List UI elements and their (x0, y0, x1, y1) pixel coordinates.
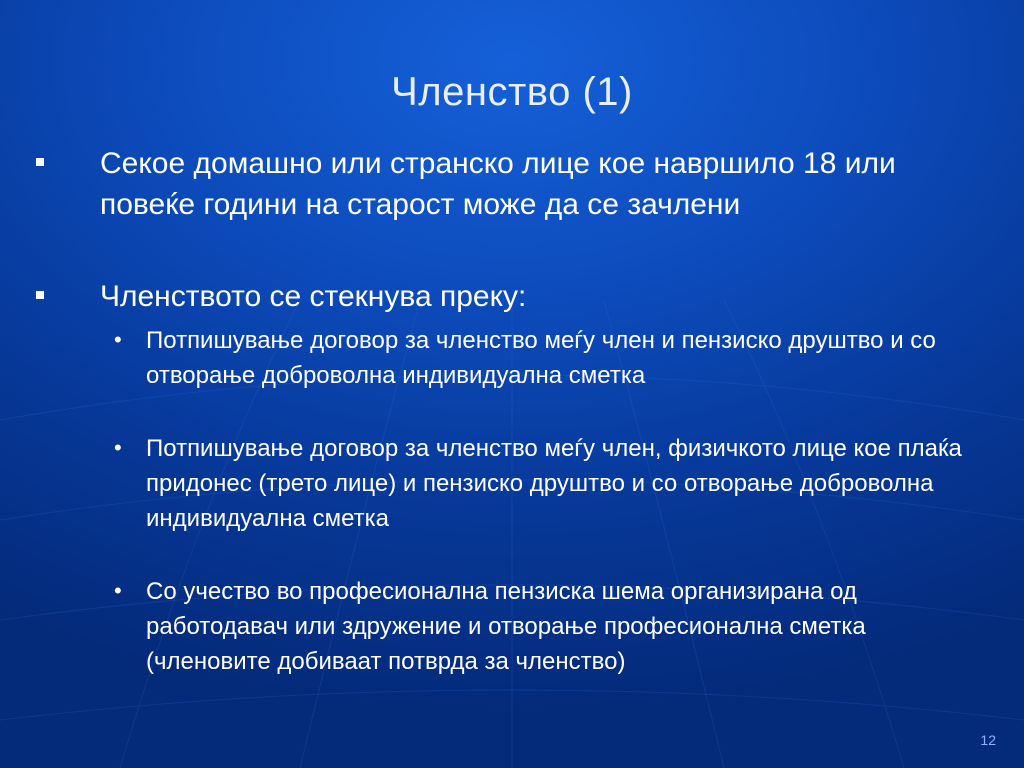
bullet-item (100, 143, 930, 225)
sub-bullet-item (114, 323, 976, 393)
square-bullet-icon (36, 291, 44, 299)
round-bullet-icon: • (114, 578, 122, 603)
sub-bullet-text: Потпишување договор за членство меѓу член, физичкото лице кое плаќа придонес (трето лице) и пензиско друштво и со отворање доброволна индивидуална сметка (146, 435, 962, 532)
page-number: 12 (980, 732, 996, 748)
slide-title: Членство (1) (391, 70, 633, 114)
bullet-item (100, 276, 930, 317)
sub-bullet-text: Со учество во професионална пензиска шема организирана од работодавач или здружение и отворање професионална сметка (членовите добиваат потврда за членство) (146, 578, 866, 675)
bullet-text: Секое домашно или странско лице кое навршило 18 или повеќе години на старост може да се зачлени (100, 147, 896, 221)
square-bullet-icon (36, 158, 44, 166)
round-bullet-icon: • (114, 435, 122, 460)
sub-bullet-item (114, 574, 976, 679)
sub-bullet-item (114, 431, 976, 536)
bullet-text: Членството се стекнува преку: (100, 280, 527, 313)
round-bullet-icon: • (114, 327, 122, 352)
sub-bullet-text: Потпишување договор за членство меѓу член и пензиско друштво и со отворање доброволна индивидуална сметка (146, 327, 936, 389)
